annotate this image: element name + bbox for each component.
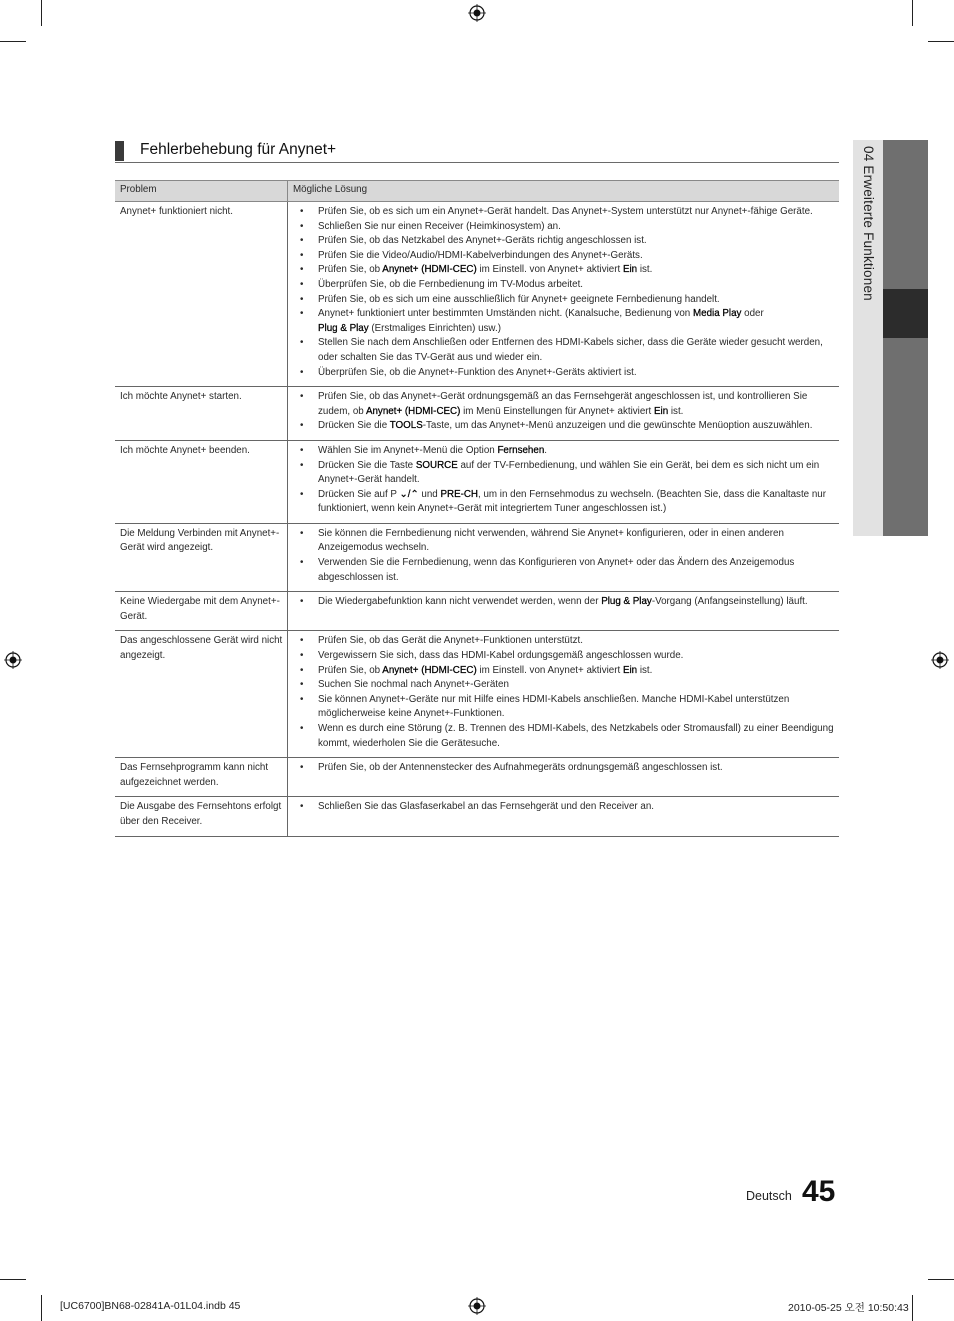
ui-term: Anynet+ (HDMI-CEC)	[365, 405, 461, 417]
solution-cell	[288, 202, 840, 387]
chapter-tab-active-marker	[883, 289, 928, 338]
column-header-solution: Mögliche Lösung	[288, 181, 840, 202]
list-item: • Anynet+ funktioniert unter bestimmten Umständen nicht. (Kanalsuche, Bedienung von Media Play oder Plug & Play (Erstmaliges Einrichten) usw.)	[288, 307, 837, 336]
list-item: • Schließen Sie nur einen Receiver (Heimkinosystem) an.	[288, 220, 837, 235]
list-item: • Prüfen Sie, ob das Anynet+-Gerät ordnungsgemäß an das Fernsehgerät angeschlossen ist, und kontrollieren Sie zudem, ob Anynet+ (HDMI-CEC) im Menü Einstellungen für Anynet+ aktiviert Ein ist.	[288, 390, 837, 419]
solution-cell	[288, 758, 840, 797]
list-item: • Die Wiedergabefunktion kann nicht verwendet werden, wenn der Plug & Play-Vorgang (Anfangseinstellung) läuft.	[288, 595, 837, 610]
problem-cell: Das Fernsehprogramm kann nicht aufgezeichnet werden.	[115, 758, 288, 797]
table-row	[115, 523, 839, 591]
ui-term: Ein	[653, 405, 669, 417]
solution-list	[288, 444, 837, 517]
list-item: • Wenn es durch eine Störung (z. B. Trennen des HDMI-Kabels, des Netzkabels oder Stromausfall) zu einer Beendigung kommt, wiederholen Sie die Gerätesuche.	[288, 722, 837, 751]
section-title: Fehlerbehebung für Anynet+	[140, 141, 337, 158]
print-footer-left: [UC6700]BN68-02841A-01L04.indb 45	[60, 1300, 241, 1312]
list-item: • Suchen Sie nochmal nach Anynet+-Geräten	[288, 678, 837, 693]
section-heading	[115, 140, 839, 162]
crop-mark	[928, 1279, 954, 1280]
solution-list	[288, 800, 837, 815]
ui-term: Ein	[622, 664, 638, 676]
list-item: • Überprüfen Sie, ob die Anynet+-Funktion des Anynet+-Geräts aktiviert ist.	[288, 366, 837, 381]
list-item: • Prüfen Sie, ob das Netzkabel des Anynet+-Geräts richtig angeschlossen ist.	[288, 234, 837, 249]
ui-term: TOOLS	[389, 420, 423, 432]
print-footer-right: 2010-05-25 오전 10:50:43	[788, 1302, 909, 1314]
crop-mark	[41, 0, 42, 26]
list-item: • Sie können Anynet+-Geräte nur mit Hilfe eines HDMI-Kabels anschließen. Manche HDMI-Kabel unterstützen möglicherweise keine Anynet+-Funktionen.	[288, 693, 837, 722]
ui-term: Plug & Play	[601, 596, 652, 608]
list-item: • Prüfen Sie, ob Anynet+ (HDMI-CEC) im Einstell. von Anynet+ aktiviert Ein ist.	[288, 664, 837, 679]
solution-cell	[288, 440, 840, 523]
page-language: Deutsch	[746, 1189, 792, 1203]
solution-list	[288, 761, 837, 776]
solution-cell	[288, 797, 840, 836]
list-item: • Drücken Sie auf P ⌄/⌃ und PRE-CH, um in den Fernsehmodus zu wechseln. (Beachten Sie, dass die Kanaltaste nur funktioniert, wenn kein Anynet+-Gerät mit integriertem Tuner angeschlossen ist.)	[288, 488, 837, 517]
ui-term: Anynet+ (HDMI-CEC)	[382, 264, 477, 276]
list-item: • Vergewissern Sie sich, dass das HDMI-Kabel ordungsgemäß angeschlossen wurde.	[288, 649, 837, 664]
registration-mark-icon	[468, 1297, 486, 1315]
table-row	[115, 440, 839, 523]
list-item: • Prüfen Sie, ob es sich um eine ausschließlich für Anynet+ geeignete Fernbedienung handelt.	[288, 293, 837, 308]
solution-list	[288, 634, 837, 751]
table-body	[115, 202, 839, 837]
registration-mark-icon	[4, 651, 22, 669]
crop-mark	[0, 1279, 26, 1280]
table-row	[115, 631, 839, 758]
chapter-tab-dark	[883, 140, 928, 536]
column-header-problem: Problem	[115, 181, 288, 202]
chapter-label: 04 Erweiterte Funktionen	[861, 146, 876, 301]
solution-cell	[288, 592, 840, 631]
crop-mark	[912, 0, 913, 26]
solution-cell	[288, 387, 840, 441]
list-item: • Stellen Sie nach dem Anschließen oder Entfernen des HDMI-Kabels sicher, dass die Geräte wieder gesucht werden, oder schalten Sie das TV-Gerät aus und wieder ein.	[288, 336, 837, 365]
list-item: • Sie können die Fernbedienung nicht verwenden, während Sie Anynet+ konfigurieren, oder in einen anderen Anzeigemodus wechseln.	[288, 527, 837, 556]
list-item: • Prüfen Sie, ob der Antennenstecker des Aufnahmegeräts ordnungsgemäß angeschlossen ist.	[288, 761, 837, 776]
problem-cell: Keine Wiedergabe mit dem Anynet+-Gerät.	[115, 592, 288, 631]
chapter-side-tab	[853, 140, 928, 536]
ui-term: SOURCE	[415, 459, 458, 471]
table-row	[115, 202, 839, 387]
table-row	[115, 758, 839, 797]
list-item: • Prüfen Sie die Video/Audio/HDMI-Kabelverbindungen des Anynet+-Geräts.	[288, 249, 837, 264]
problem-cell: Ich möchte Anynet+ beenden.	[115, 440, 288, 523]
problem-cell: Die Ausgabe des Fernsehtons erfolgt über den Receiver.	[115, 797, 288, 836]
section-divider	[115, 162, 839, 163]
list-item: • Prüfen Sie, ob Anynet+ (HDMI-CEC) im Einstell. von Anynet+ aktiviert Ein ist.	[288, 263, 837, 278]
ui-term: PRE-CH	[440, 488, 479, 500]
table-row	[115, 592, 839, 631]
crop-mark	[0, 41, 26, 42]
table-header-row	[115, 181, 839, 202]
problem-cell: Ich möchte Anynet+ starten.	[115, 387, 288, 441]
solution-list	[288, 527, 837, 585]
list-item: • Drücken Sie die TOOLS-Taste, um das Anynet+-Menü anzuzeigen und die gewünschte Menüoption auszuwählen.	[288, 419, 837, 434]
crop-mark	[912, 1295, 913, 1321]
solution-list	[288, 595, 837, 610]
problem-cell: Das angeschlossene Gerät wird nicht angezeigt.	[115, 631, 288, 758]
list-item: • Drücken Sie die Taste SOURCE auf der TV-Fernbedienung, und wählen Sie ein Gerät, bei dem es sich nicht um ein Anynet+-Gerät handelt.	[288, 459, 837, 488]
list-item: • Wählen Sie im Anynet+-Menü die Option Fernsehen.	[288, 444, 837, 459]
ui-term: Anynet+ (HDMI-CEC)	[382, 664, 477, 676]
table-row	[115, 387, 839, 441]
solution-cell	[288, 631, 840, 758]
list-item: • Prüfen Sie, ob das Gerät die Anynet+-Funktionen unterstützt.	[288, 634, 837, 649]
ui-term: Ein	[622, 264, 638, 276]
list-item: • Schließen Sie das Glasfaserkabel an das Fernsehgerät und den Receiver an.	[288, 800, 837, 815]
solution-list	[288, 390, 837, 434]
list-item: • Überprüfen Sie, ob die Fernbedienung im TV-Modus arbeitet.	[288, 278, 837, 293]
crop-mark	[928, 41, 954, 42]
ui-term: Plug & Play	[318, 322, 369, 334]
problem-cell: Anynet+ funktioniert nicht.	[115, 202, 288, 387]
ui-term: Media Play	[692, 308, 742, 320]
crop-mark	[41, 1295, 42, 1321]
problem-cell: Die Meldung Verbinden mit Anynet+-Gerät wird angezeigt.	[115, 523, 288, 591]
troubleshooting-table	[115, 180, 839, 837]
list-item: • Verwenden Sie die Fernbedienung, wenn das Konfigurieren von Anynet+ oder das Ändern des Anzeigemodus abgeschlossen ist.	[288, 556, 837, 585]
registration-mark-icon	[468, 4, 486, 22]
page-number: 45	[802, 1175, 836, 1208]
ui-term: ⌄/⌃	[399, 488, 419, 500]
table-row	[115, 797, 839, 836]
ui-term: Fernsehen	[497, 444, 545, 456]
section-marker	[115, 141, 124, 161]
solution-list	[288, 205, 837, 380]
registration-mark-icon	[931, 651, 949, 669]
solution-cell	[288, 523, 840, 591]
list-item: • Prüfen Sie, ob es sich um ein Anynet+-Gerät handelt. Das Anynet+-System unterstützt nur Anynet+-fähige Geräte.	[288, 205, 837, 220]
